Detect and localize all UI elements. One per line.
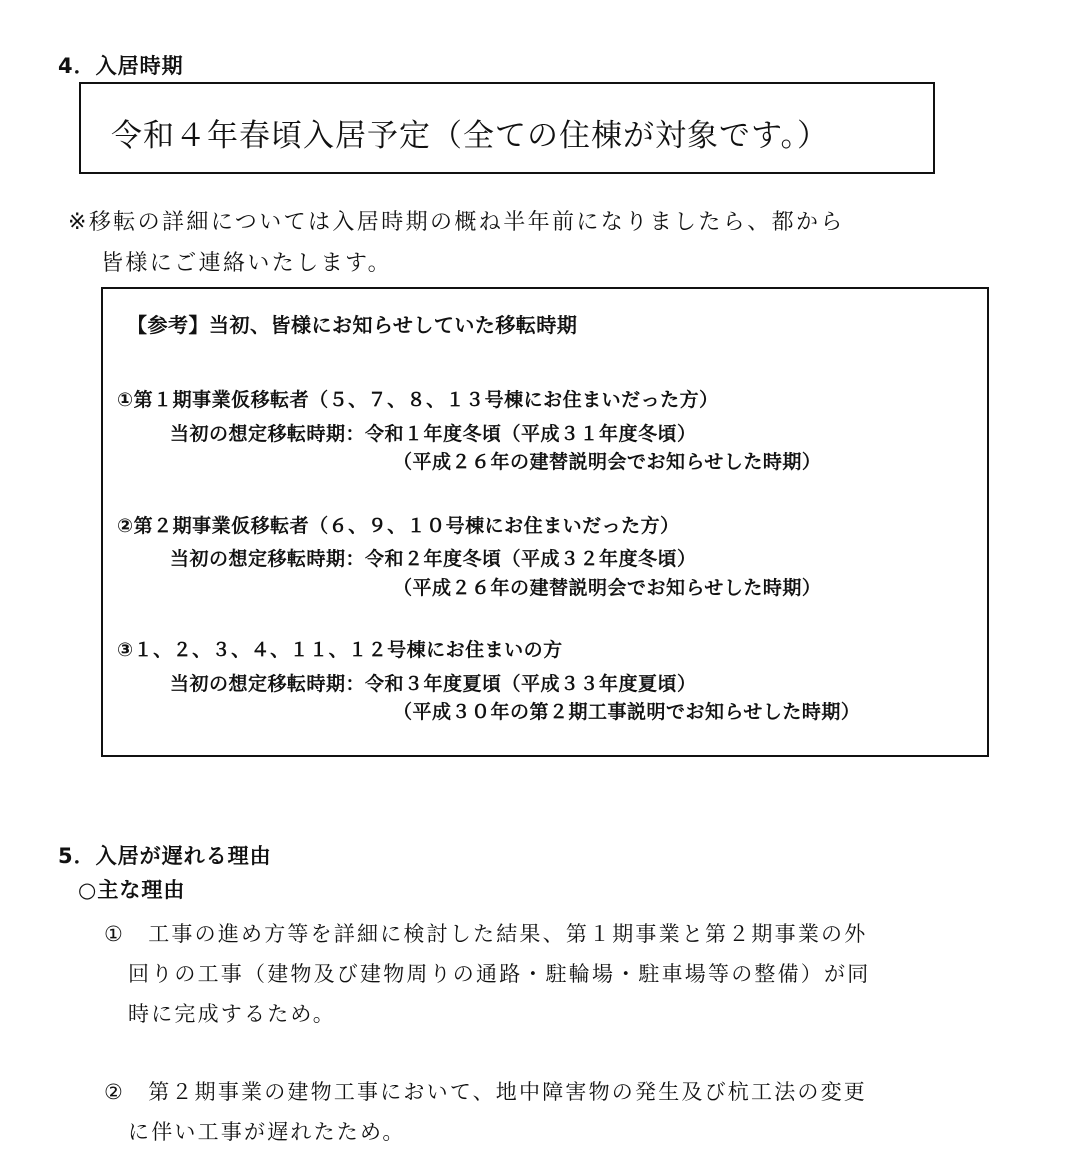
reference-item-2-title: ②第２期事業仮移転者（６、９、１０号棟にお住まいだった方） [117, 515, 680, 537]
reference-item-3-title: ③１、２、３、４、１１、１２号棟にお住まいの方 [117, 639, 563, 661]
note-line-1: ※移転の詳細については入居時期の概ね半年前になりましたら、都から [68, 210, 845, 235]
reference-heading: 【参考】当初、皆様にお知らせしていた移転時期 [127, 313, 578, 337]
move-in-period-text: 令和４年春頃入居予定（全ての住棟が対象です。） [111, 118, 830, 154]
reference-item-2-source: （平成２６年の建替説明会でお知らせした時期） [393, 577, 822, 599]
section-5-title: 5．入居が遅れる理由 [58, 844, 272, 868]
section-5-subtitle: ○主な理由 [78, 878, 186, 902]
reference-item-1-title: ①第１期事業仮移転者（５、７、８、１３号棟にお住まいだった方） [117, 389, 719, 411]
reason-1-line-3: 時に完成するため。 [128, 1002, 336, 1026]
reason-1-line-1: ① 工事の進め方等を詳細に検討した結果、第１期事業と第２期事業の外 [104, 922, 868, 946]
reference-box [101, 287, 989, 757]
move-in-period-box [79, 82, 935, 174]
reference-item-3-source: （平成３０年の第２期工事説明でお知らせした時期） [393, 701, 861, 723]
reason-2-line-1: ② 第２期事業の建物工事において、地中障害物の発生及び杭工法の変更 [104, 1080, 868, 1104]
reference-item-2-schedule: 当初の想定移転時期：令和２年度冬頃（平成３２年度冬頃） [170, 548, 697, 570]
section-4-title: 4．入居時期 [58, 54, 184, 78]
reason-1-line-2: 回りの工事（建物及び建物周りの通路・駐輪場・駐車場等の整備）が同 [128, 962, 871, 986]
note-line-2: 皆様にご連絡いたします。 [101, 251, 393, 276]
reference-item-1-source: （平成２６年の建替説明会でお知らせした時期） [393, 451, 822, 473]
reference-item-3-schedule: 当初の想定移転時期：令和３年度夏頃（平成３３年度夏頃） [170, 673, 697, 695]
reference-item-1-schedule: 当初の想定移転時期：令和１年度冬頃（平成３１年度冬頃） [170, 423, 697, 445]
reason-2-line-2: に伴い工事が遅れたため。 [128, 1120, 406, 1144]
